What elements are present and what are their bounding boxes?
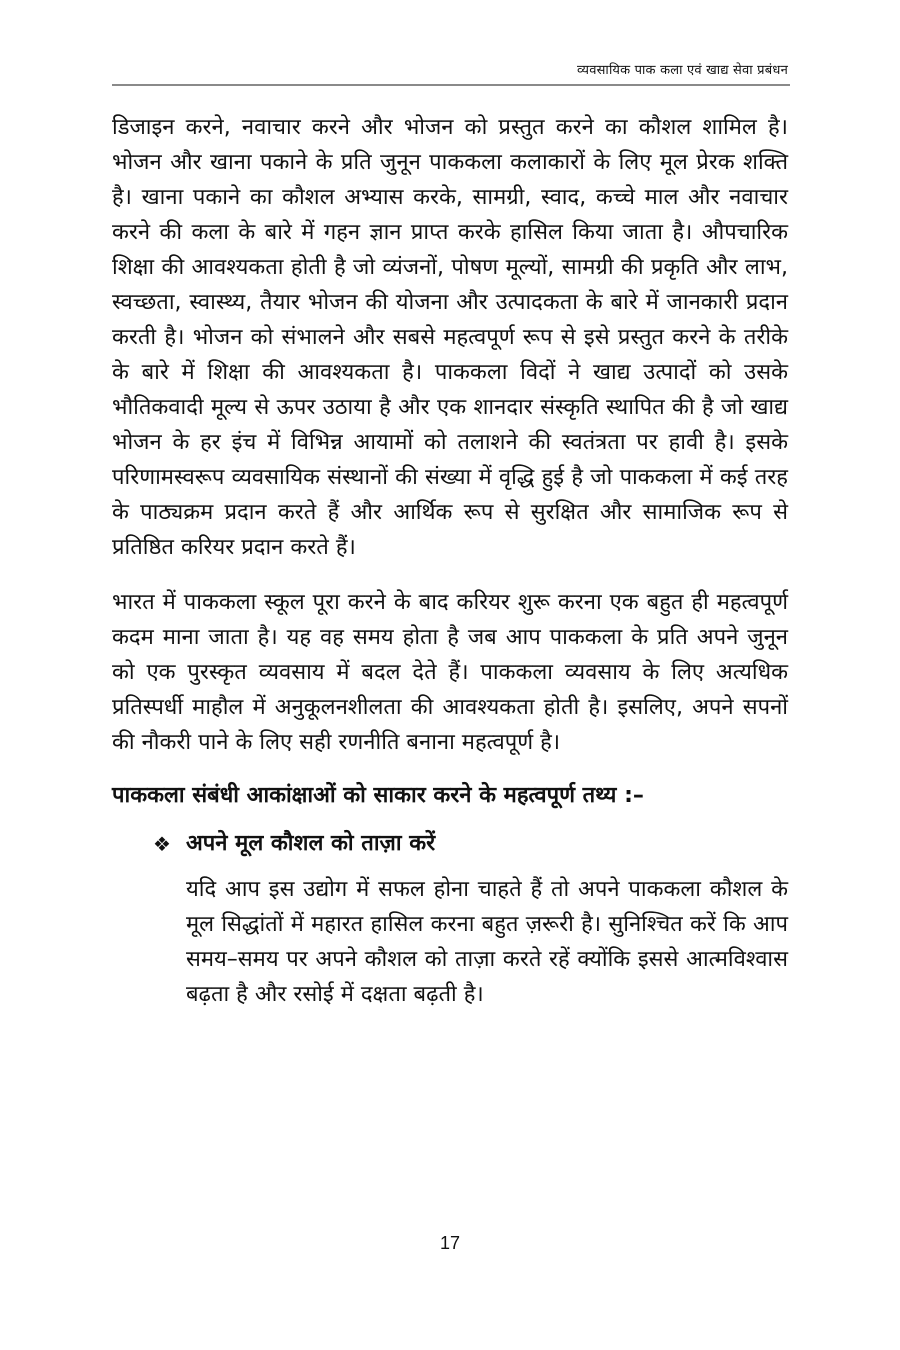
header-divider <box>112 84 790 86</box>
point-heading-text: अपने मूल कौशल को ताज़ा करें <box>186 831 436 856</box>
running-header: व्यवसायिक पाक कला एवं खाद्य सेवा प्रबंधन <box>577 63 788 78</box>
diamond-bullet-icon: ❖ <box>153 832 171 856</box>
page-number: 17 <box>439 1233 461 1253</box>
point-paragraph: यदि आप इस उद्योग में सफल होना चाहते हैं तो अपने पाककला कौशल के मूल सिद्धांतों में महारत हासिल करना बहुत ज़रूरी है। सुनिश्चित करें कि आप समय–समय पर अपने कौशल को ताज़ा करते रहें क्योंकि इससे आत्मविश्वास बढ़ता है और रसोई में दक्षता बढ़ती है। <box>186 877 788 1007</box>
body-paragraph-1: डिजाइन करने, नवाचार करने और भोजन को प्रस्तुत करने का कौशल शामिल है। भोजन और खाना पकाने के प्रति जुनून पाककला कलाकारों के लिए मूल प्रेरक शक्ति है। खाना पकाने का कौशल अभ्यास करके, सामग्री, स्वाद, कच्चे माल और नवाचार करने की कला के बारे में गहन ज्ञान प्राप्त करके हासिल किया जाता है। औपचारिक शिक्षा की आवश्यकता होती है जो व्यंजनों, पोषण मूल्यों, सामग्री की प्रकृति और लाभ, स्वच्छता, स्वास्थ्य, तैयार भोजन की योजना और उत्पादकता के बारे में जानकारी प्रदान करती है। भोजन को संभालने और सबसे महत्वपूर्ण रूप से इसे प्रस्तुत करने के तरीके के बारे में शिक्षा की आवश्यकता है। पाककला विदों ने खाद्य उत्पादों को उसके भौतिकवादी मूल्य से ऊपर उठाया है और एक शानदार संस्कृति स्थापित की है जो खाद्य भोजन के हर इंच में विभिन्न आयामों को तलाशने की स्वतंत्रता पर हावी है। इसके परिणामस्वरूप व्यवसायिक संस्थानों की संख्या में वृद्धि हुई है जो पाककला में कई तरह के पाठ्यक्रम प्रदान करते हैं और आर्थिक रूप से सुरक्षित और सामाजिक रूप से प्रतिष्ठित करियर प्रदान करते हैं। <box>112 115 788 560</box>
page-body <box>112 110 788 1012</box>
section-heading: पाककला संबंधी आकांक्षाओं को साकार करने के महत्वपूर्ण तथ्य :– <box>112 783 644 808</box>
point-heading <box>150 828 788 860</box>
body-paragraph-2: भारत में पाककला स्कूल पूरा करने के बाद करियर शुरू करना एक बहुत ही महत्वपूर्ण कदम माना जाता है। यह वह समय होता है जब आप पाककला के प्रति अपने जुनून को एक पुरस्कृत व्यवसाय में बदल देते हैं। पाककला व्यवसाय के लिए अत्यधिक प्रतिस्पर्धी माहौल में अनुकूलनशीलता की आवश्यकता होती है। इसलिए, अपने सपनों की नौकरी पाने के लिए सही रणनीति बनाना महत्वपूर्ण है। <box>112 590 788 755</box>
